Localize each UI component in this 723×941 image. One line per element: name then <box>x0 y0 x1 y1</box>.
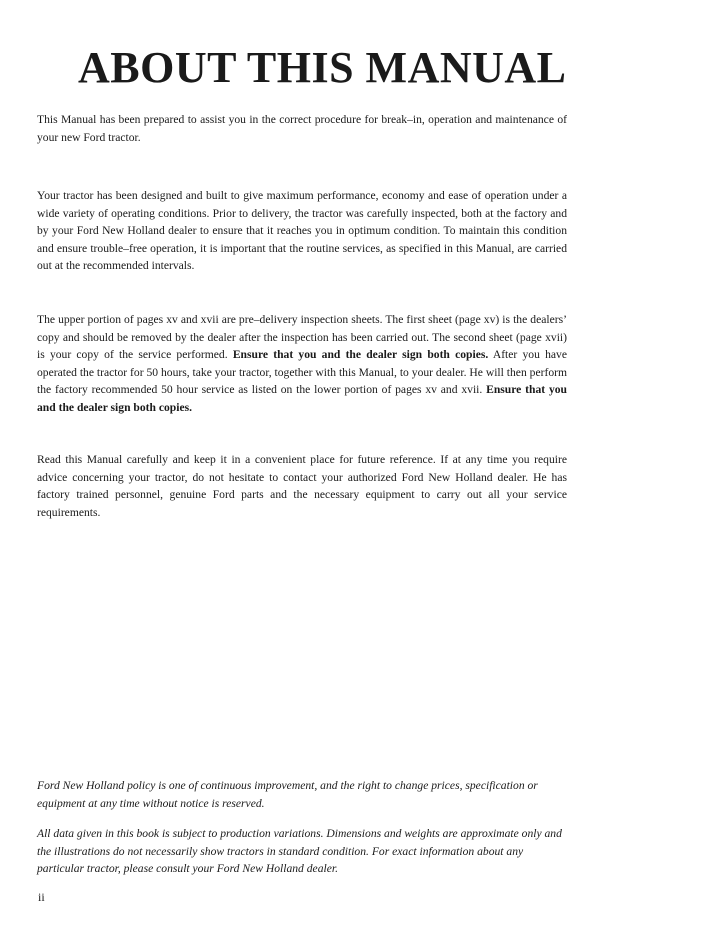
sign-copies-emphasis-1: Ensure that you and the dealer sign both copies. <box>232 348 489 362</box>
reference-paragraph: Read this Manual carefully and keep it in a convenient place for future reference. If at any time you require advice concerning your tractor, do not hesitate to contact your authorized Ford New Holland dealer. He has factory trained personnel, genuine Ford parts and the necessary equipment to carry out all your service requirements. <box>37 453 567 519</box>
inspection-text-part2: After you have operated the tractor for 50 hours, take your tractor, together with this Manual, to your dealer. He will then perform the factory recommended 50 hour service as listed on the lower portion of pages xv and xvii. <box>37 348 567 397</box>
inspection-text-part1: The upper portion of pages xv and xvii are pre–delivery inspection sheets. The first sheet (page xv) is the dealers’ copy and should be removed by the dealer after the inspection has been carried out. The second sheet (page xvii) is your copy of the service performed. <box>37 313 567 362</box>
data-disclaimer-note: All data given in this book is subject to production variations. Dimensions and weights are approximate only and the illustrations do not necessarily show tractors in standard condition. For exact information about any particular tractor, please consult your Ford New Holland dealer. <box>37 827 562 876</box>
design-paragraph: Your tractor has been designed and built to give maximum performance, economy and ease of operation under a wide variety of operating conditions. Prior to delivery, the tractor was carefully inspected, both at the factory and by your Ford New Holland dealer to ensure that it reaches you in optimum condition. To maintain this condition and ensure trouble–free operation, it is important that the routine services, as specified in this Manual, are carried out at the recommended intervals. <box>37 189 567 273</box>
inspection-paragraph <box>37 311 567 417</box>
page-number: ii <box>38 890 45 904</box>
policy-note: Ford New Holland policy is one of continuous improvement, and the right to change prices, specification or equipment at any time without notice is reserved. <box>37 779 538 810</box>
sign-copies-emphasis-2: Ensure that you and the dealer sign both copies. <box>37 383 567 414</box>
page-title: ABOUT THIS MANUAL <box>78 43 567 92</box>
intro-paragraph: This Manual has been prepared to assist you in the correct procedure for break–in, operation and maintenance of your new Ford tractor. <box>37 113 567 144</box>
